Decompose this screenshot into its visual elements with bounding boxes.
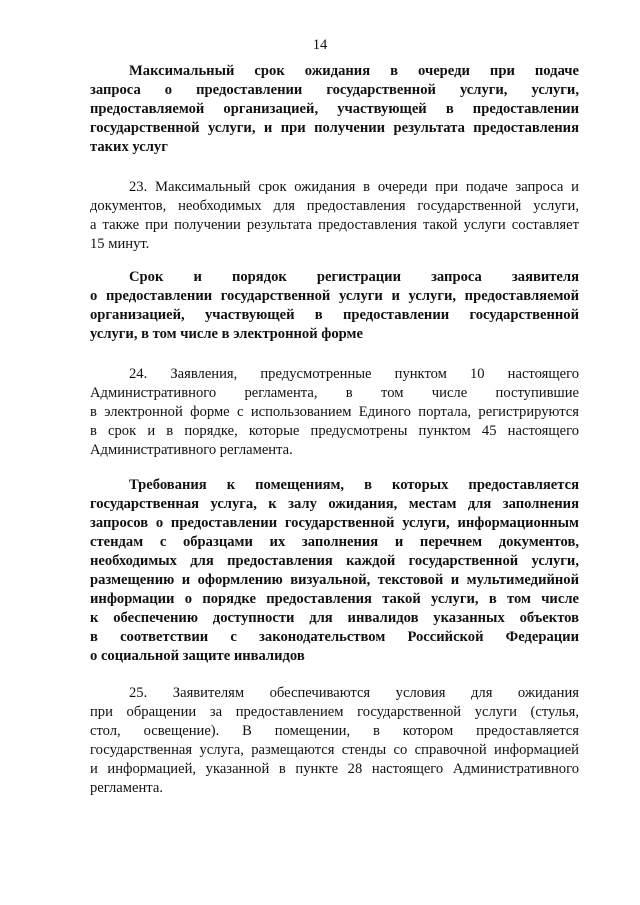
paragraph-line: стол, освещение). В помещении, в котором предоставляется: [90, 723, 579, 739]
paragraph-line: государственная услуга, размещаются стенды со справочной информацией: [90, 742, 579, 758]
heading-line: предоставляемой организацией, участвующей в предоставлении: [90, 101, 579, 117]
paragraph-25: [90, 684, 579, 798]
heading-line: запросов о предоставлении государственной услуги, информационным: [90, 515, 579, 531]
heading-line: Требования к помещениям, в которых предоставляется: [129, 477, 579, 493]
heading-line: в соответствии с законодательством Российской Федерации: [90, 629, 579, 645]
heading-registration-terms: [90, 268, 579, 344]
heading-line: запроса о предоставлении государственной услуги, услуги,: [90, 82, 579, 98]
page-number: 14: [312, 37, 328, 53]
paragraph-line: Административного регламента.: [90, 442, 293, 458]
heading-line: Максимальный срок ожидания в очереди при подаче: [129, 63, 579, 79]
heading-line: государственной услуги, и при получении результата предоставления: [90, 120, 579, 136]
paragraph-line: 15 минут.: [90, 236, 150, 252]
heading-max-wait-time: [90, 62, 579, 157]
heading-line: таких услуг: [90, 139, 168, 155]
paragraph-line: в электронной форме с использованием Единого портала, регистрируются: [90, 404, 579, 420]
paragraph-line: 23. Максимальный срок ожидания в очереди при подаче запроса и: [129, 179, 579, 195]
paragraph-line: в срок и в порядке, которые предусмотрены пунктом 45 настоящего: [90, 423, 579, 439]
heading-line: о предоставлении государственной услуги и услуги, предоставляемой: [90, 288, 579, 304]
heading-line: информации о порядке предоставления такой услуги, в том числе: [90, 591, 579, 607]
heading-premises-requirements: [90, 476, 579, 666]
heading-line: размещению и оформлению визуальной, текстовой и мультимедийной: [90, 572, 579, 588]
paragraph-line: и информацией, указанной в пункте 28 настоящего Административного: [90, 761, 579, 777]
paragraph-24: [90, 365, 579, 460]
paragraph-line: 25. Заявителям обеспечиваются условия для ожидания: [129, 685, 579, 701]
paragraph-line: а также при получении результата предоставления такой услуги составляет: [90, 217, 579, 233]
paragraph-line: документов, необходимых для предоставления государственной услуги,: [90, 198, 579, 214]
heading-line: о социальной защите инвалидов: [90, 648, 305, 664]
paragraph-line: регламента.: [90, 780, 163, 796]
paragraph-line: при обращении за предоставлением государственной услуги (стулья,: [90, 704, 579, 720]
heading-line: государственная услуга, к залу ожидания, местам для заполнения: [90, 496, 579, 512]
heading-line: Срок и порядок регистрации запроса заявителя: [129, 269, 579, 285]
heading-line: стендам с образцами их заполнения и перечнем документов,: [90, 534, 579, 550]
paragraph-line: Административного регламента, в том числе поступившие: [90, 385, 579, 401]
heading-line: организацией, участвующей в предоставлении государственной: [90, 307, 579, 323]
paragraph-23: [90, 178, 579, 254]
heading-line: к обеспечению доступности для инвалидов указанных объектов: [90, 610, 579, 626]
paragraph-line: 24. Заявления, предусмотренные пунктом 10 настоящего: [129, 366, 579, 382]
heading-line: необходимых для предоставления каждой государственной услуги,: [90, 553, 579, 569]
heading-line: услуги, в том числе в электронной форме: [90, 326, 363, 342]
